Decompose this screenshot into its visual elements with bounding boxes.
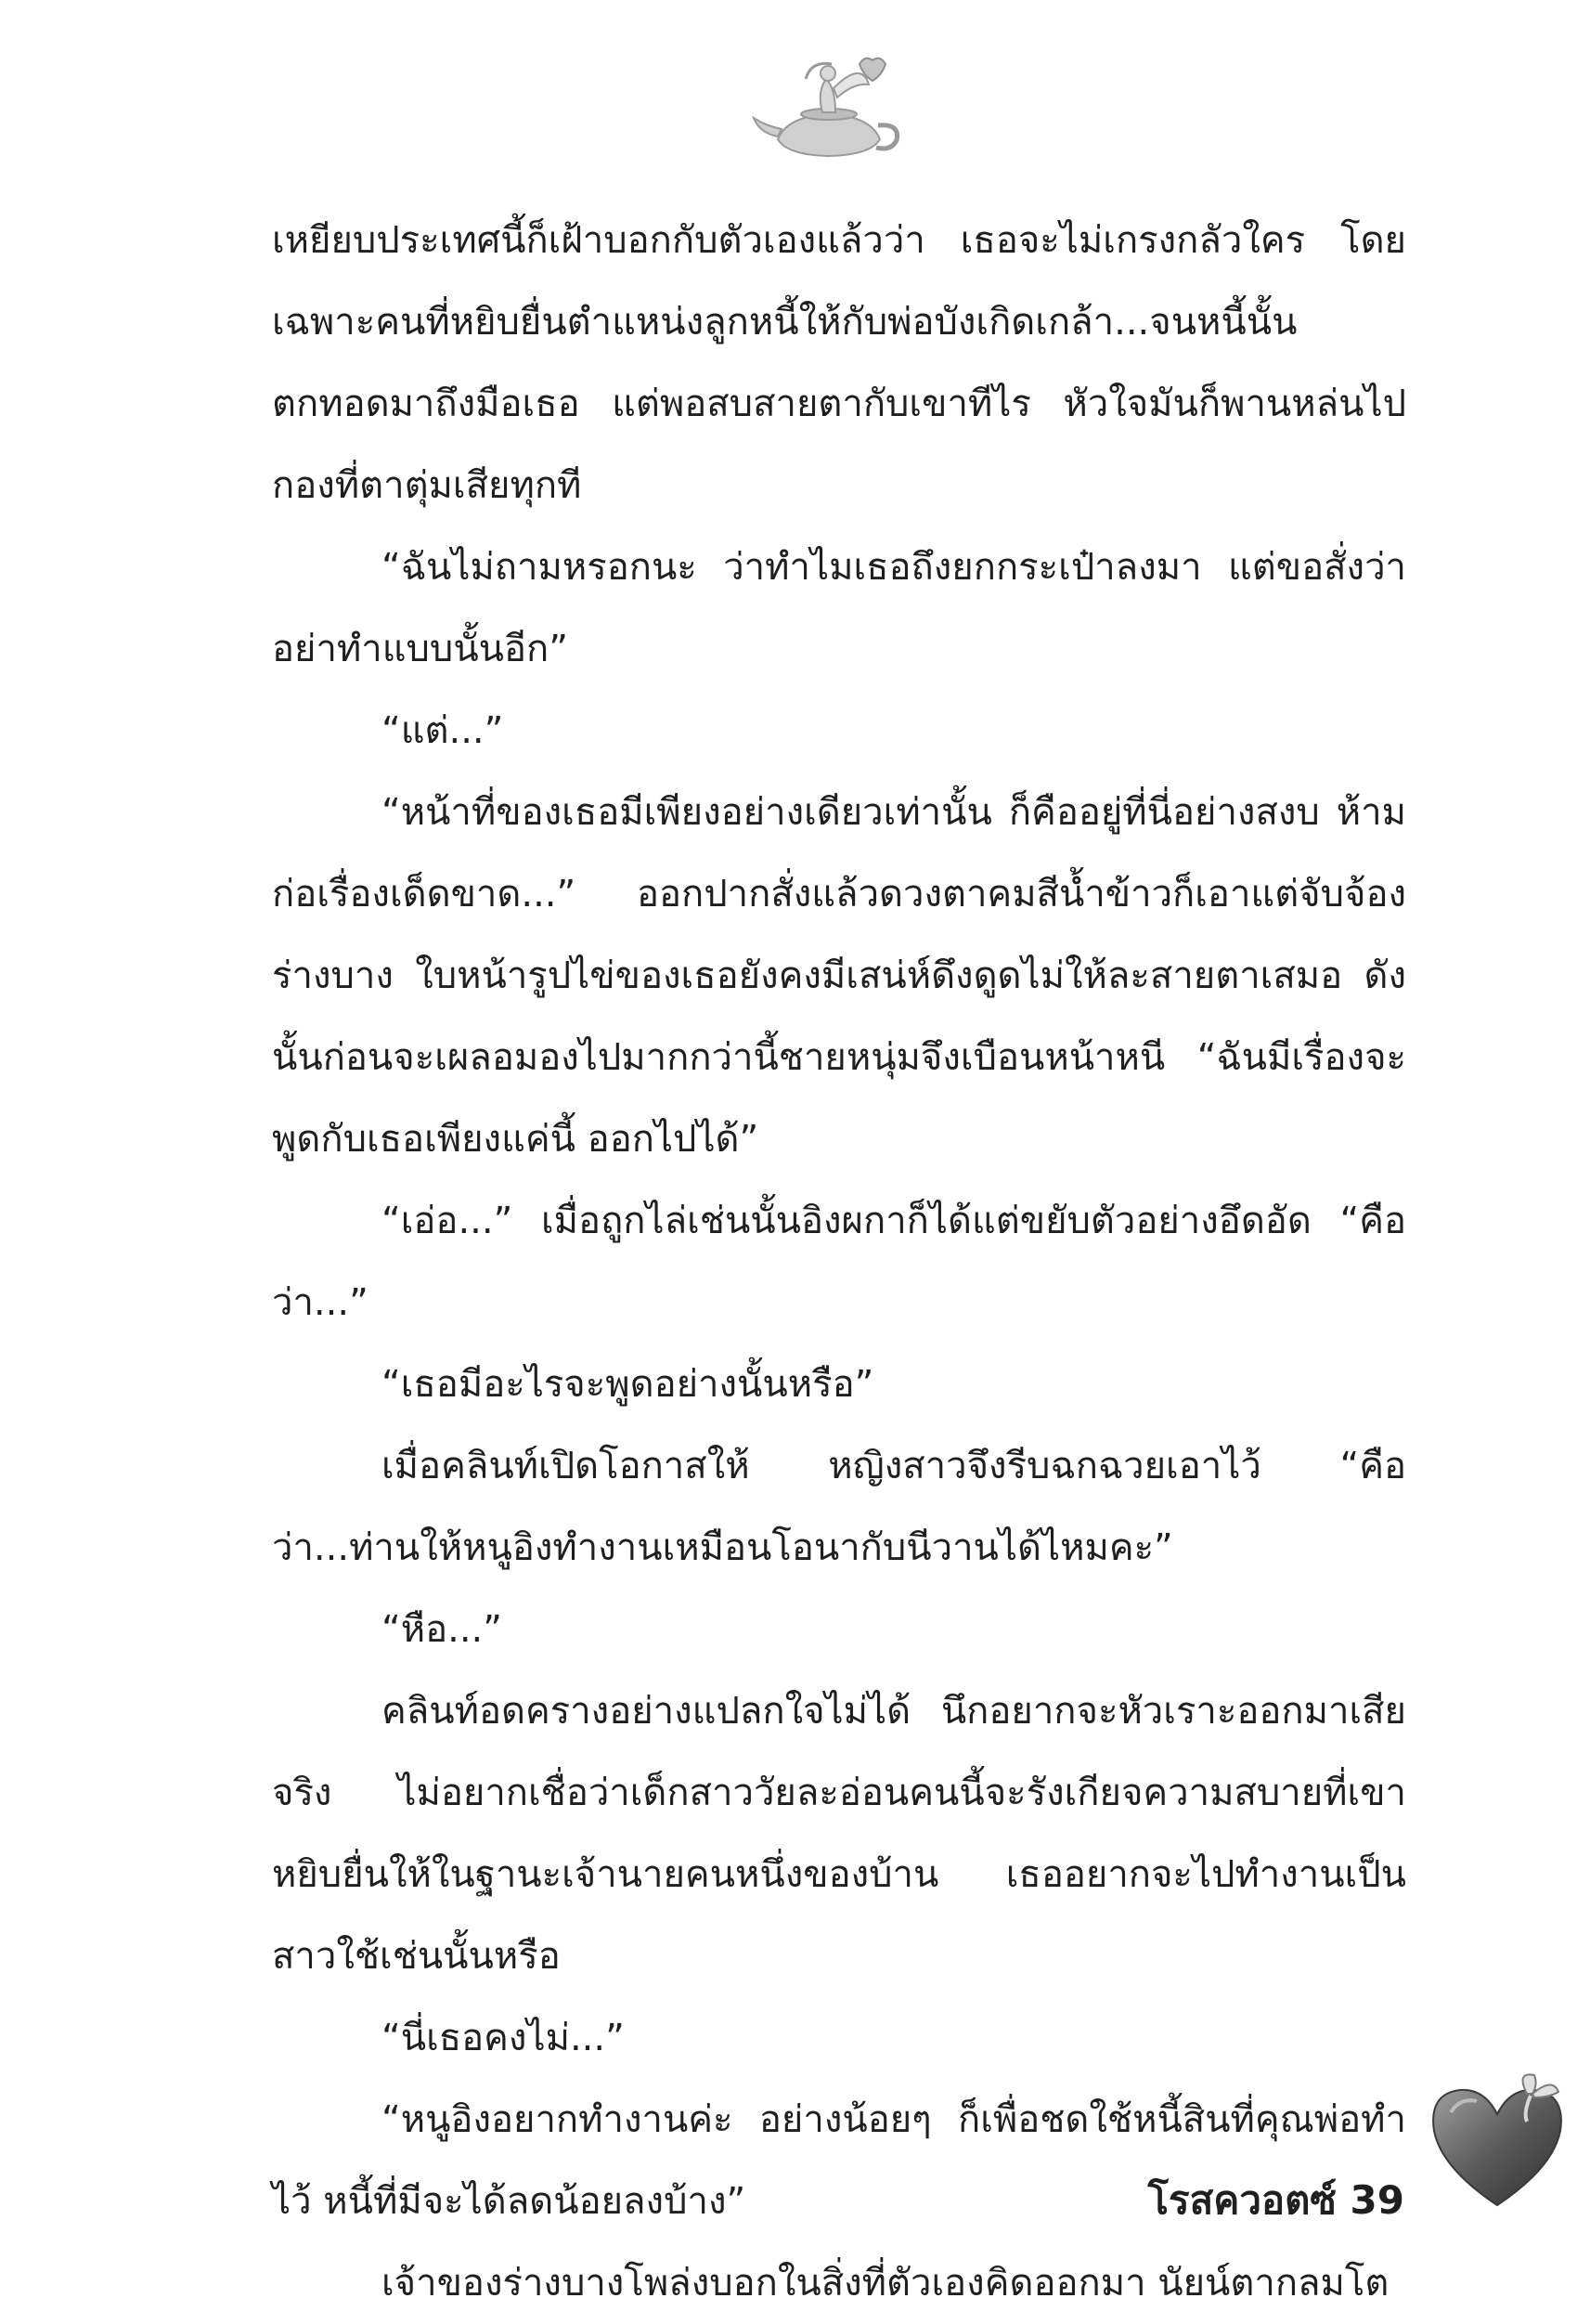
angel-teapot-ornament-icon: [750, 51, 908, 162]
paragraph: เหยียบประเทศนี้ก็เฝ้าบอกกับตัวเองแล้วว่า เธอจะไม่เกรงกลัวใคร โดยเฉพาะคนที่หยิบยื่นตำแหน่งลูกหนี้ให้กับพ่อบังเกิดเกล้า...จนหนี้นั้นตกทอดมาถึงมือเธอ แต่พอสบสายตากับเขาทีไร หัวใจมันก็พานหล่นไปกองที่ตาตุ่มเสียทุกที: [272, 219, 1406, 507]
book-title: โรสควอตซ์: [1147, 2177, 1337, 2223]
paragraph: “หือ...”: [381, 1608, 502, 1651]
paragraph: “ฉันไม่ถามหรอกนะ ว่าทำไมเธอถึงยกกระเป๋าลงมา แต่ขอสั่งว่าอย่าทำแบบนั้นอีก”: [272, 546, 1406, 670]
paragraph: “เธอมีอะไรจะพูดอย่างนั้นหรือ”: [381, 1363, 874, 1406]
paragraph: เมื่อคลินท์เปิดโอกาสให้ หญิงสาวจึงรีบฉกฉวยเอาไว้ “คือว่า...ท่านให้หนูอิงทำงานเหมือนโอนากับนีวานได้ไหมคะ”: [272, 1445, 1406, 1569]
paragraph: “แต่...”: [381, 709, 504, 752]
paragraph: “เอ่อ...” เมื่อถูกไล่เช่นนั้นอิงผกาก็ได้แต่ขยับตัวอย่างอึดอัด “คือว่า...”: [272, 1200, 1406, 1324]
heart-gift-box-icon: [1423, 2066, 1571, 2214]
page-body: [272, 200, 1406, 2324]
page-footer: [1147, 2136, 1441, 2266]
paragraph: เจ้าของร่างบางโพล่งบอกในสิ่งที่ตัวเองคิดออกมา นัยน์ตากลมโต: [381, 2262, 1390, 2305]
paragraph: “หน้าที่ของเธอมีเพียงอย่างเดียวเท่านั้น ก็คืออยู่ที่นี่อย่างสงบ ห้ามก่อเรื่องเด็ดขาด...” ออกปากสั่งแล้วดวงตาคมสีน้ำข้าวก็เอาแต่จับจ้องร่างบาง ใบหน้ารูปไข่ของเธอยังคงมีเสน่ห์ดึงดูดไม่ให้ละสายตาเสมอ ดังนั้นก่อนจะเผลอมองไปมากกว่านี้ชายหนุ่มจึงเบือนหน้าหนี “ฉันมีเรื่องจะพูดกับเธอเพียงแค่นี้ ออกไปได้”: [272, 791, 1406, 1161]
page-number: 39: [1350, 2177, 1404, 2223]
paragraph: “หนูอิงอยากทำงานค่ะ อย่างน้อยๆ ก็เพื่อชดใช้หนี้สินที่คุณพ่อทำไว้ หนี้ที่มีจะได้ลดน้อยลงบ้าง”: [272, 2098, 1406, 2223]
paragraph: คลินท์อดครางอย่างแปลกใจไม่ได้ นึกอยากจะหัวเราะออกมาเสียจริง ไม่อยากเชื่อว่าเด็กสาววัยละอ่อนคนนี้จะรังเกียจความสบายที่เขาหยิบยื่นให้ในฐานะเจ้านายคนหนึ่งของบ้าน เธออยากจะไปทำงานเป็นสาวใช้เช่นนั้นหรือ: [272, 1690, 1406, 1978]
paragraph: “นี่เธอคงไม่...”: [381, 2017, 625, 2059]
running-footer: [1147, 2170, 1404, 2231]
